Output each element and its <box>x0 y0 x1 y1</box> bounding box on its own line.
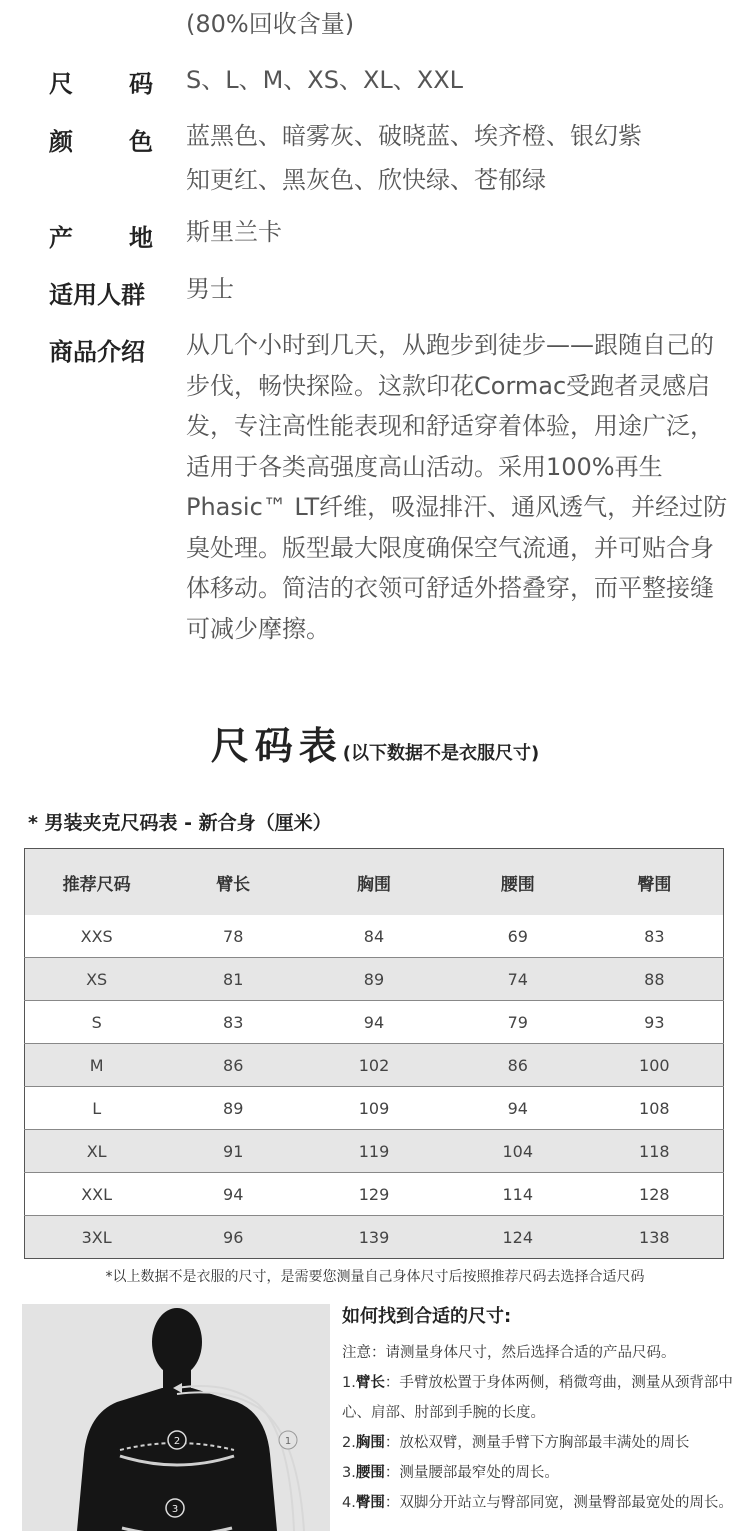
spec-origin-value: 斯里兰卡 <box>186 218 282 246</box>
cell-arm: 91 <box>168 1130 298 1173</box>
cell-size: XXS <box>25 915 169 958</box>
guide-item-label: 臀围 <box>355 1495 385 1511</box>
body-silhouette-illustration <box>22 1304 330 1531</box>
spec-color-label-b: 色 <box>129 128 153 156</box>
spec-size-label <box>49 64 153 99</box>
guide-item-hip <box>342 1488 737 1518</box>
guide-item-number: 1. <box>342 1375 356 1391</box>
spec-origin-label <box>49 218 153 253</box>
cell-size: 3XL <box>25 1216 169 1259</box>
cell-waist: 79 <box>450 1001 586 1044</box>
spec-origin-label-a: 产 <box>49 224 73 252</box>
size-chart-footnote: *以上数据不是衣服的尺寸，是需要您测量自己身体尺寸后按照推荐尺码去选择合适尺码 <box>105 1269 645 1285</box>
cell-hip: 88 <box>586 958 724 1001</box>
guide-item-waist <box>342 1458 737 1488</box>
size-chart-heading <box>0 715 750 770</box>
spec-intro-value: 从几个小时到几天，从跑步到徒步——跟随自己的步伐，畅快探险。这款印花Cormac受跑者灵感启发，专注高性能表现和舒适穿着体验，用途广泛，适用于各类高强度高山活动。采用100%再生Phasic™ LT纤维，吸湿排汗、通风透气，并经过防臭处理。版型最大限度确保空气流通，并可贴合身体移动。简洁的衣领可舒适外搭叠穿，而平整接缝可减少摩擦。 <box>186 331 728 643</box>
header-waist: 腰围 <box>450 849 586 916</box>
cell-chest: 119 <box>298 1130 450 1173</box>
marker-1-label: 1 <box>284 1436 292 1447</box>
guide-item-label: 胸围 <box>355 1435 385 1451</box>
guide-item-number: 2. <box>342 1435 356 1451</box>
cell-waist: 114 <box>450 1173 586 1216</box>
guide-item-text: ：双脚分开站立与臀部同宽，测量臀部最宽处的周长。 <box>384 1495 733 1511</box>
guide-item-arm <box>342 1368 737 1428</box>
cell-size: XS <box>25 958 169 1001</box>
table-row <box>25 915 724 958</box>
cell-chest: 94 <box>298 1001 450 1044</box>
measurement-guide-title: 如何找到合适的尺寸: <box>342 1306 512 1327</box>
marker-3-icon <box>166 1499 184 1517</box>
cell-size: XXL <box>25 1173 169 1216</box>
recycled-content-note: (80%回收含量) <box>186 10 355 38</box>
spec-color-value-2: 知更红、黑灰色、欣快绿、苍郁绿 <box>186 166 546 194</box>
size-chart-caption: * 男装夹克尺码表 - 新合身（厘米） <box>28 812 332 834</box>
marker-3-label: 3 <box>171 1504 179 1515</box>
guide-item-text: ：手臂放松置于身体两侧，稍微弯曲，测量从颈背部中心、肩部、肘部到手腕的长度。 <box>342 1375 733 1421</box>
guide-item-label: 腰围 <box>355 1465 385 1481</box>
cell-size: XL <box>25 1130 169 1173</box>
spec-color-label <box>49 122 153 157</box>
cell-chest: 89 <box>298 958 450 1001</box>
cell-chest: 102 <box>298 1044 450 1087</box>
cell-arm: 86 <box>168 1044 298 1087</box>
cell-hip: 100 <box>586 1044 724 1087</box>
table-row <box>25 1130 724 1173</box>
cell-chest: 84 <box>298 915 450 958</box>
measurement-guide <box>342 1302 737 1518</box>
spec-audience-value: 男士 <box>186 275 234 303</box>
table-row <box>25 958 724 1001</box>
cell-size: S <box>25 1001 169 1044</box>
spec-origin-label-b: 地 <box>129 224 153 252</box>
cell-arm: 78 <box>168 915 298 958</box>
cell-hip: 118 <box>586 1130 724 1173</box>
cell-waist: 69 <box>450 915 586 958</box>
marker-2-label: 2 <box>173 1436 181 1447</box>
guide-item-number: 3. <box>342 1465 356 1481</box>
cell-hip: 138 <box>586 1216 724 1259</box>
table-row <box>25 1087 724 1130</box>
cell-chest: 139 <box>298 1216 450 1259</box>
cell-waist: 86 <box>450 1044 586 1087</box>
cell-waist: 74 <box>450 958 586 1001</box>
cell-hip: 83 <box>586 915 724 958</box>
cell-waist: 94 <box>450 1087 586 1130</box>
cell-waist: 104 <box>450 1130 586 1173</box>
cell-arm: 83 <box>168 1001 298 1044</box>
cell-hip: 128 <box>586 1173 724 1216</box>
spec-size-label-a: 尺 <box>49 70 73 98</box>
cell-hip: 93 <box>586 1001 724 1044</box>
size-chart-title: 尺码表 <box>210 724 343 768</box>
cell-arm: 81 <box>168 958 298 1001</box>
marker-2-icon <box>168 1431 186 1449</box>
guide-item-text: ：测量腰部最窄处的周长。 <box>384 1465 559 1481</box>
table-row <box>25 1216 724 1259</box>
measurement-figure <box>22 1304 330 1531</box>
table-row <box>25 1173 724 1216</box>
spec-size-label-b: 码 <box>129 70 153 98</box>
spec-color-label-a: 颜 <box>49 128 73 156</box>
header-arm-length: 臂长 <box>168 849 298 916</box>
cell-size: L <box>25 1087 169 1130</box>
cell-chest: 129 <box>298 1173 450 1216</box>
table-row <box>25 1001 724 1044</box>
spec-size-value: S、L、M、XS、XL、XXL <box>186 66 464 94</box>
size-chart-subtitle: (以下数据不是衣服尺寸) <box>342 743 540 764</box>
guide-item-label: 臂长 <box>355 1375 385 1391</box>
spec-intro-label: 商品介绍 <box>49 338 145 366</box>
measurement-guide-note: 注意：请测量身体尺寸，然后选择合适的产品尺码。 <box>342 1345 676 1361</box>
cell-hip: 108 <box>586 1087 724 1130</box>
cell-waist: 124 <box>450 1216 586 1259</box>
cell-size: M <box>25 1044 169 1087</box>
header-recommended-size: 推荐尺码 <box>25 849 169 916</box>
cell-arm: 89 <box>168 1087 298 1130</box>
table-row <box>25 1044 724 1087</box>
spec-audience-label: 适用人群 <box>49 281 145 309</box>
header-hip: 臀围 <box>586 849 724 916</box>
cell-arm: 94 <box>168 1173 298 1216</box>
size-table <box>24 848 724 1259</box>
header-chest: 胸围 <box>298 849 450 916</box>
cell-arm: 96 <box>168 1216 298 1259</box>
guide-item-number: 4. <box>342 1495 356 1511</box>
guide-item-text: ：放松双臂，测量手臂下方胸部最丰满处的周长 <box>384 1435 690 1451</box>
size-table-header-row <box>25 849 724 916</box>
spec-color-value-1: 蓝黑色、暗雾灰、破晓蓝、埃齐橙、银幻紫 <box>186 122 642 150</box>
cell-chest: 109 <box>298 1087 450 1130</box>
guide-item-chest <box>342 1428 737 1458</box>
marker-1-icon <box>279 1431 297 1449</box>
